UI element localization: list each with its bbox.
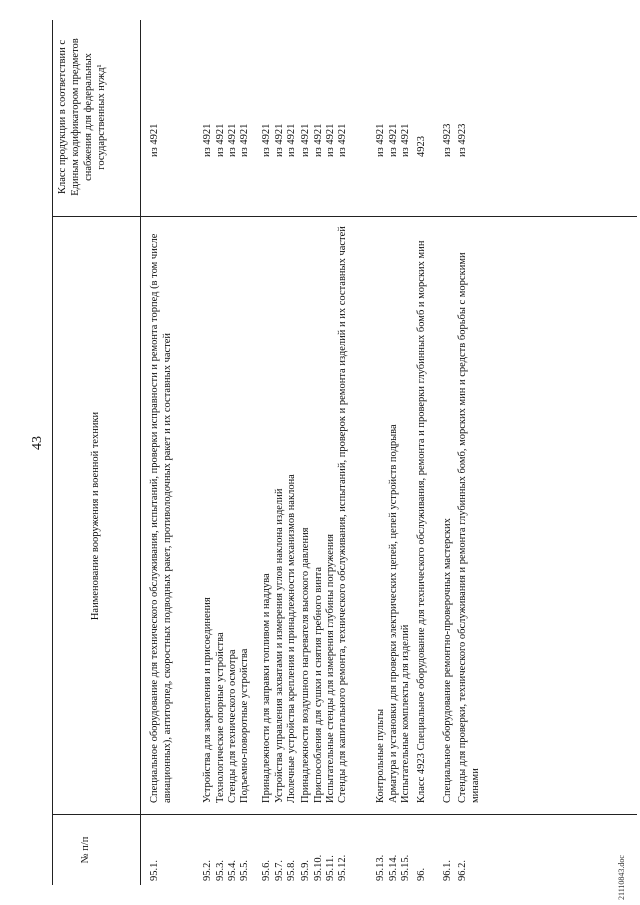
- row-class: из 4921: [388, 123, 399, 157]
- row-class: из 4921: [239, 123, 250, 157]
- row-class: из 4921: [337, 123, 348, 157]
- row-number: 95.5.: [239, 860, 250, 881]
- row-number: 95.13.: [375, 854, 386, 881]
- row-name: Специальное оборудование ремонтно-проверочных мастерских: [442, 518, 453, 803]
- row-name: Стенды для капитального ремонта, технического обслуживания, испытаний, проверок и ремонта изделий и их составных частей: [337, 226, 348, 803]
- row-number: 95.11.: [325, 855, 336, 881]
- row-name: Принадлежности для заправки топливом и наддува: [261, 573, 272, 803]
- column-divider-2: [52, 216, 637, 217]
- row-name: Стенды для проверки, технического обслуживания и ремонта глубинных бомб, морских мин и средств борьбы с морскими минами: [457, 252, 481, 803]
- row-class: из 4921: [286, 123, 297, 157]
- row-name: Испытательные комплекты для изделий: [400, 624, 411, 803]
- row-class: из 4921: [400, 123, 411, 157]
- row-name: Испытательные стенды для измерения глубины погружения: [325, 533, 336, 803]
- row-name: Принадлежности воздушного нагревателя высокого давления: [300, 527, 311, 803]
- row-number: 95.3.: [215, 860, 226, 881]
- row-class: из 4921: [227, 123, 238, 157]
- row-class: из 4921: [313, 123, 324, 157]
- row-class: из 4921: [261, 123, 272, 157]
- row-number: 95.1.: [149, 860, 160, 881]
- row-number: 95.10.: [313, 854, 324, 881]
- row-name: Специальное оборудование для технического обслуживания, испытаний, проверки исправности и ремонта торпед (в том числе авиационных), антиторпед, скоростных подводных ракет, противолодочных ракет и их составных частей: [149, 233, 173, 803]
- row-name: Люлечные устройства крепления и принадлежности механизмов наклона: [286, 474, 297, 803]
- header-num: № п/п: [80, 836, 91, 864]
- row-name: Приспособления для сушки и снятия гребного винта: [313, 566, 324, 803]
- row-number: 96.2.: [457, 860, 468, 881]
- row-name: Технологические опорные устройства: [215, 632, 226, 803]
- row-number: 95.4.: [227, 860, 238, 881]
- table-top-border: [52, 20, 53, 885]
- row-number: 96.1.: [442, 860, 453, 881]
- equipment-table: [52, 20, 637, 885]
- page-number: 43: [30, 436, 45, 450]
- row-class: из 4921: [202, 123, 213, 157]
- row-class: из 4921: [215, 123, 226, 157]
- row-number: 95.14.: [388, 854, 399, 881]
- row-class: 4923: [416, 136, 427, 157]
- row-name: Устройства для закрепления и присоединения: [202, 597, 213, 803]
- header-class: Класс продукции в соответствии с Единым кодификатором предметов снабжения для федеральных государственных нужд¹: [57, 38, 107, 196]
- row-name: Контрольные пульты: [375, 708, 386, 803]
- row-number: 95.9.: [300, 860, 311, 881]
- footer-filename: 21110843.doc: [617, 855, 626, 900]
- row-class: из 4921: [300, 123, 311, 157]
- column-divider-1: [52, 814, 637, 815]
- row-class: из 4923: [457, 123, 468, 157]
- row-class: из 4921: [274, 123, 285, 157]
- header-divider: [140, 20, 141, 885]
- row-number: 96.: [416, 867, 427, 881]
- row-name: Стенды для технического осмотра: [227, 649, 238, 803]
- row-number: 95.12.: [337, 854, 348, 881]
- header-name: Наименование вооружения и военной техники: [90, 411, 101, 621]
- row-name: Арматура и установки для проверки электрических цепей, цепей устройств подрыва: [388, 424, 399, 803]
- row-number: 95.2.: [202, 860, 213, 881]
- row-class: из 4921: [325, 123, 336, 157]
- row-number: 95.15.: [400, 854, 411, 881]
- row-number: 95.6.: [261, 860, 272, 881]
- row-number: 95.7.: [274, 860, 285, 881]
- row-name: Устройства управления захватами и измерения углов наклона изделий: [274, 488, 285, 803]
- row-class: из 4921: [149, 123, 160, 157]
- row-class: из 4921: [375, 123, 386, 157]
- row-name: Класс 4923 Специальное оборудование для технического обслуживания, ремонта и проверки глубинных бомб и морских мин: [416, 240, 427, 803]
- row-number: 95.8.: [286, 860, 297, 881]
- row-name: Подъемно-поворотные устройства: [239, 648, 250, 803]
- row-class: из 4923: [442, 123, 453, 157]
